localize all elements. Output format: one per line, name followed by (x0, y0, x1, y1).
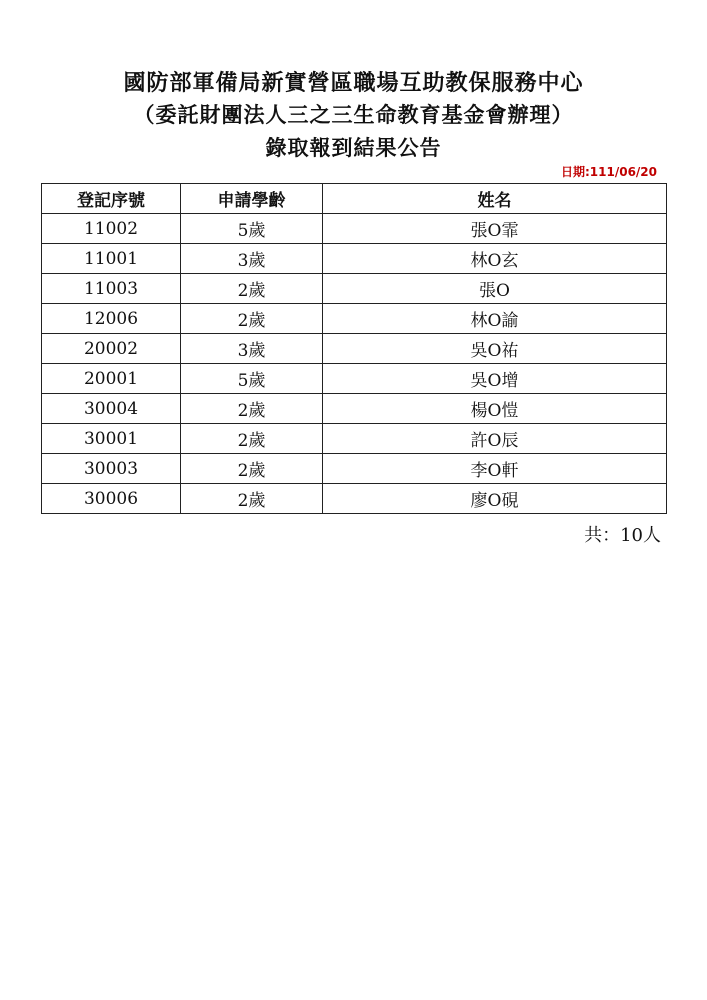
table-row (42, 304, 667, 334)
cell-age: 2歲 (181, 424, 323, 454)
cell-age: 3歲 (181, 244, 323, 274)
cell-name: 林O諭 (323, 304, 667, 334)
enrollment-table (41, 183, 667, 514)
cell-serial: 11001 (42, 244, 181, 274)
cell-age: 2歲 (181, 454, 323, 484)
notice-title: 國防部軍備局新實營區職場互助教保服務中心 (123, 70, 584, 96)
cell-name: 張O (323, 274, 667, 304)
cell-name: 楊O愷 (323, 394, 667, 424)
notice-subtitle: （委託財團法人三之三生命教育基金會辦理） (133, 102, 574, 127)
cell-serial: 30004 (42, 394, 181, 424)
table-row (42, 274, 667, 304)
cell-serial: 11003 (42, 274, 181, 304)
announcement-date: 日期:111/06/20 (560, 165, 657, 179)
table-row (42, 244, 667, 274)
cell-name: 吳O增 (323, 364, 667, 394)
table-row (42, 394, 667, 424)
header-age: 申請學齡 (181, 184, 323, 214)
notice-heading: 錄取報到結果公告 (265, 135, 442, 160)
table-row (42, 454, 667, 484)
table-row (42, 214, 667, 244)
table-row (42, 334, 667, 364)
cell-age: 2歲 (181, 484, 323, 514)
cell-name: 廖O硯 (323, 484, 667, 514)
cell-age: 2歲 (181, 394, 323, 424)
cell-serial: 30006 (42, 484, 181, 514)
cell-age: 2歲 (181, 304, 323, 334)
table-row (42, 484, 667, 514)
cell-serial: 12006 (42, 304, 181, 334)
table-row (42, 364, 667, 394)
header-serial-number: 登記序號 (42, 184, 181, 214)
cell-serial: 11002 (42, 214, 181, 244)
table-header-row (42, 184, 667, 214)
cell-name: 李O軒 (323, 454, 667, 484)
cell-serial: 20001 (42, 364, 181, 394)
cell-age: 5歲 (181, 364, 323, 394)
cell-age: 5歲 (181, 214, 323, 244)
cell-name: 林O玄 (323, 244, 667, 274)
header-name: 姓名 (323, 184, 667, 214)
cell-age: 3歲 (181, 334, 323, 364)
cell-name: 張O霏 (323, 214, 667, 244)
total-count: 共：10人 (584, 525, 661, 546)
cell-serial: 30003 (42, 454, 181, 484)
cell-age: 2歲 (181, 274, 323, 304)
cell-name: 吳O祐 (323, 334, 667, 364)
cell-serial: 30001 (42, 424, 181, 454)
cell-name: 許O辰 (323, 424, 667, 454)
table-row (42, 424, 667, 454)
cell-serial: 20002 (42, 334, 181, 364)
